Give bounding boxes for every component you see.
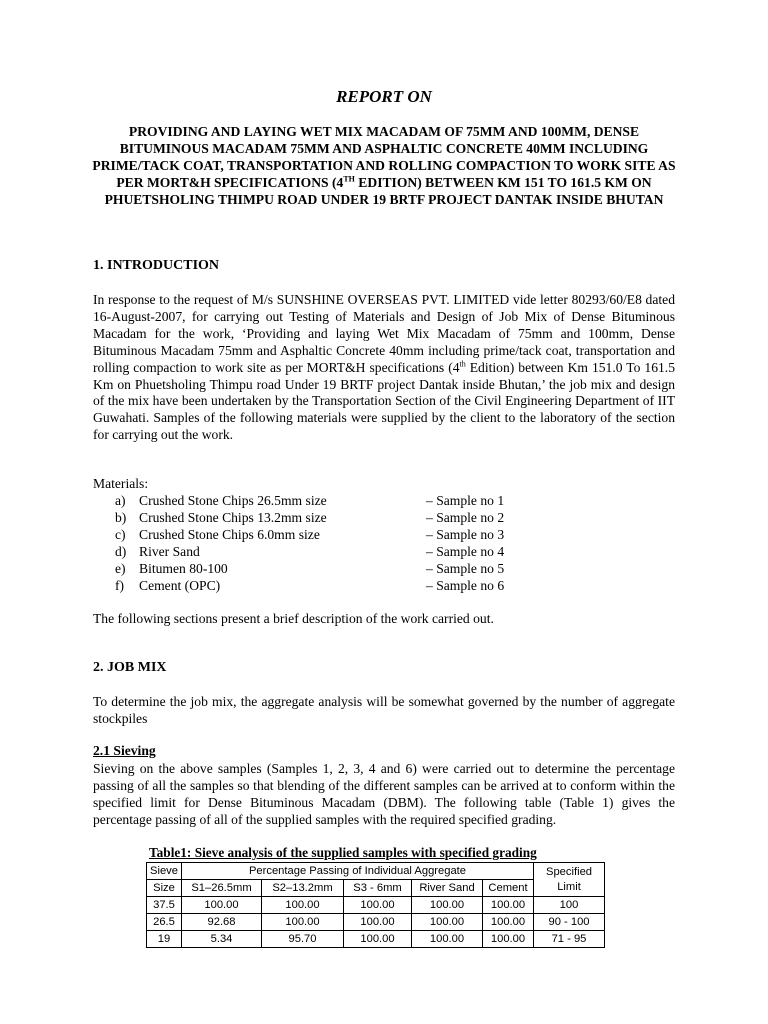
material-item [93, 526, 653, 543]
material-item [93, 492, 653, 509]
sieve-size-header-bottom: Size [147, 880, 182, 897]
table-cell: 100.00 [344, 897, 412, 914]
percentage-passing-header: Percentage Passing of Individual Aggregate [182, 863, 534, 880]
material-item [93, 560, 653, 577]
table-cell: 71 - 95 [534, 931, 605, 948]
table-cell: 100 [534, 897, 605, 914]
materials-label: Materials: [93, 476, 149, 491]
table-cell: 90 - 100 [534, 914, 605, 931]
table-cell: 100.00 [483, 897, 534, 914]
table-cell: 5.34 [182, 931, 262, 948]
table-cell: 100.00 [412, 931, 483, 948]
table-cell: 95.70 [262, 931, 344, 948]
specified-limit-header-bottom: Limit [557, 880, 581, 893]
material-letter: b) [115, 510, 127, 525]
sieve-analysis-table [146, 862, 605, 948]
column-header: S3 - 6mm [344, 880, 412, 897]
material-item [93, 577, 653, 594]
table-caption: Table1: Sieve analysis of the supplied samples with specified grading [149, 845, 537, 860]
table-row [147, 931, 605, 948]
table-cell: 100.00 [182, 897, 262, 914]
material-sample: – Sample no 5 [426, 561, 505, 576]
table-cell: 100.00 [262, 914, 344, 931]
material-name: River Sand [139, 544, 200, 559]
table-cell: 100.00 [344, 914, 412, 931]
table-row [147, 897, 605, 914]
material-letter: a) [115, 493, 126, 508]
column-header: S1–26.5mm [182, 880, 262, 897]
subject-text-part1: PROVIDING AND LAYING WET MIX MACADAM OF 75MM AND 100MM, DENSE BITUMINOUS MACADAM 75MM AND ASPHALTIC CONCRETE 40MM INCLUDING PRIME/TACK COAT, TRANSPORTATION AND ROLLING COMPACTION TO WORK SITE AS PER MORT&H SPECIFICATIONS (4 [92, 124, 676, 190]
job-mix-paragraph: To determine the job mix, the aggregate analysis will be somewhat governed by the number of aggregate stockpiles [93, 694, 675, 726]
subject-superscript: TH [343, 174, 355, 184]
material-letter: f) [115, 578, 125, 593]
report-subject [86, 124, 682, 209]
table-cell: 100.00 [483, 914, 534, 931]
report-title: REPORT ON [336, 87, 432, 106]
material-sample: – Sample no 3 [426, 527, 505, 542]
table-cell: 100.00 [344, 931, 412, 948]
table-cell: 100.00 [412, 897, 483, 914]
material-letter: d) [115, 544, 127, 559]
sections-intro-sentence: The following sections present a brief description of the work carried out. [93, 611, 494, 626]
material-item [93, 543, 653, 560]
material-name: Crushed Stone Chips 6.0mm size [139, 527, 320, 542]
table-cell: 100.00 [262, 897, 344, 914]
material-letter: c) [115, 527, 126, 542]
introduction-paragraph [93, 292, 675, 444]
table-cell: 92.68 [182, 914, 262, 931]
column-header: S2–13.2mm [262, 880, 344, 897]
material-letter: e) [115, 561, 126, 576]
intro-superscript: th [459, 359, 466, 369]
job-mix-heading: 2. JOB MIX [93, 660, 167, 675]
specified-limit-header [534, 863, 605, 897]
table-cell: 37.5 [147, 897, 182, 914]
sieving-heading: 2.1 Sieving [93, 743, 156, 758]
material-sample: – Sample no 6 [426, 578, 505, 593]
material-sample: – Sample no 4 [426, 544, 505, 559]
column-header: Cement [483, 880, 534, 897]
material-name: Bitumen 80-100 [139, 561, 228, 576]
table-cell: 100.00 [412, 914, 483, 931]
table-row [147, 914, 605, 931]
material-sample: – Sample no 1 [426, 493, 505, 508]
table-cell: 100.00 [483, 931, 534, 948]
table-cell: 26.5 [147, 914, 182, 931]
table-cell: 19 [147, 931, 182, 948]
table-header-row [147, 863, 605, 880]
material-item [93, 509, 653, 526]
subject-text-part2: EDITION) BETWEEN KM 151 TO 161.5 KM ON PHUETSHOLING THIMPU ROAD UNDER 19 BRTF PROJECT DANTAK INSIDE BHUTAN [104, 174, 664, 207]
sieve-size-header-top: Sieve [147, 863, 182, 880]
materials-list [93, 492, 653, 594]
material-name: Crushed Stone Chips 13.2mm size [139, 510, 327, 525]
intro-text-part1: In response to the request of M/s SUNSHINE OVERSEAS PVT. LIMITED vide letter 80293/60/E8 dated 16-August-2007, for carrying out Testing of Materials and Design of Job Mix of Dense Bituminous Macadam for the work, ‘Providing and laying Wet Mix Macadam of 75mm and 100mm, Dense Bituminous Macadam 75mm and Asphaltic Concrete 40mm including prime/tack coat, transportation and rolling compaction to work site as per MORT&H specifications (4 [93, 292, 675, 375]
material-sample: – Sample no 2 [426, 510, 505, 525]
column-header: River Sand [412, 880, 483, 897]
specified-limit-header-top: Specified [545, 865, 593, 878]
sieving-paragraph: Sieving on the above samples (Samples 1, 2, 3, 4 and 6) were carried out to determine the percentage passing of all the samples so that blending of the different samples can be arrived at to conform within the specified limit for Dense Bituminous Macadam (DBM). The following table (Table 1) gives the percentage passing of all of the supplied samples with the required specified grading. [93, 761, 675, 827]
material-name: Cement (OPC) [139, 578, 221, 593]
material-name: Crushed Stone Chips 26.5mm size [139, 493, 327, 508]
introduction-heading: 1. INTRODUCTION [93, 258, 220, 273]
intro-text-part2: Edition) between Km 151.0 To 161.5 Km on Phuetsholing Thimpu road Under 19 BRTF project Dantak inside Bhutan,’ the job mix and design of the mix have been undertaken by the Transportation Section of the Civil Engineering Department of IIT Guwahati. Samples of the following materials were supplied by the client to the laboratory of the section for carrying out the work. [93, 359, 675, 443]
